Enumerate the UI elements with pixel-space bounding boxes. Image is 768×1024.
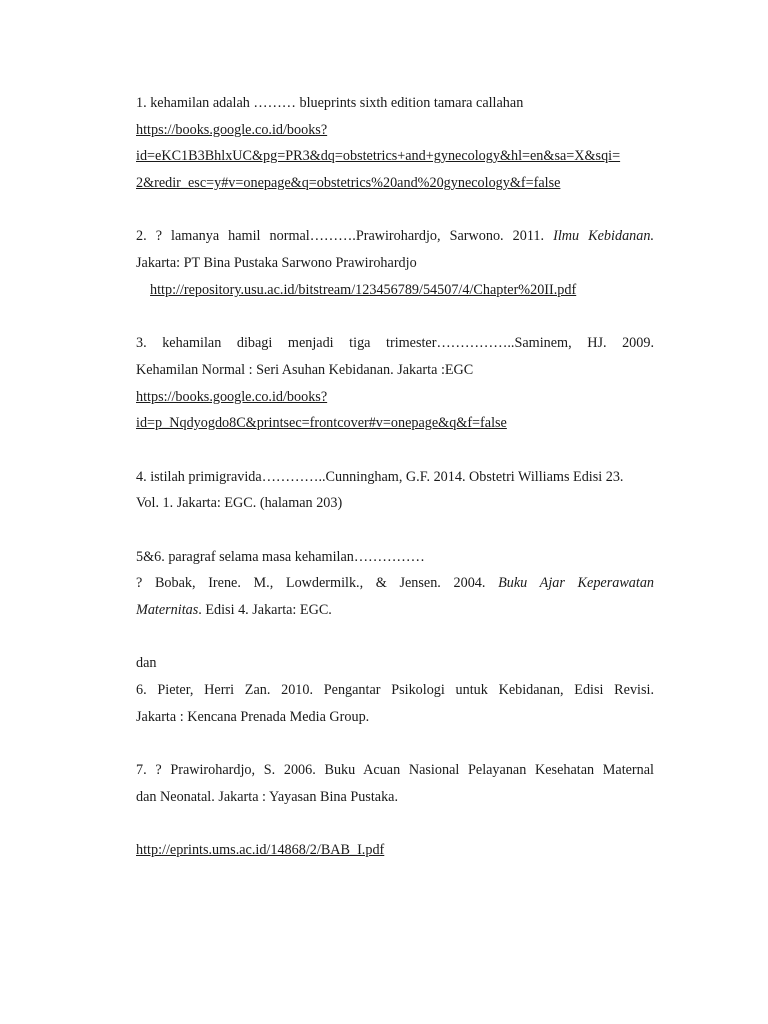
spacer bbox=[136, 811, 654, 838]
document-page bbox=[136, 90, 654, 864]
ref2-book-title: Ilmu Kebidanan. bbox=[553, 228, 654, 245]
ref5-prefix: ? Bobak, Irene. M., Lowdermilk., & Jensen. 2004. bbox=[136, 575, 486, 592]
ref1-link-line1[interactable]: https://books.google.co.id/books? bbox=[136, 121, 328, 138]
ref1-link-line3[interactable]: 2&redir_esc=y#v=onepage&q=obstetrics%20and%20gynecology&f=false bbox=[136, 175, 561, 192]
spacer bbox=[136, 624, 654, 651]
ref5-book-title-cont: Maternitas bbox=[136, 602, 199, 619]
spacer bbox=[136, 517, 654, 544]
ref7-publisher: dan Neonatal. Jakarta : Yayasan Bina Pustaka. bbox=[136, 788, 399, 805]
ref5-text-cont bbox=[136, 597, 654, 624]
ref2-publisher: Jakarta: PT Bina Pustaka Sarwono Prawirohardjo bbox=[136, 255, 417, 272]
ref3-text: 3. kehamilan dibagi menjadi tiga trimester……………..Saminem, HJ. 2009. bbox=[136, 335, 654, 352]
ref1-text: 1. kehamilan adalah ……… blueprints sixth edition tamara callahan bbox=[136, 95, 524, 111]
ref7-text: 7. ? Prawirohardjo, S. 2006. Buku Acuan Nasional Pelayanan Kesehatan Maternal bbox=[136, 762, 654, 779]
ref4-publisher: Vol. 1. Jakarta: EGC. (halaman 203) bbox=[136, 495, 343, 512]
ref5-book-title: Buku Ajar Keperawatan bbox=[498, 575, 655, 592]
ref2-text bbox=[136, 223, 654, 250]
ref6-text: 6. Pieter, Herri Zan. 2010. Pengantar Psikologi untuk Kebidanan, Edisi Revisi. bbox=[136, 682, 654, 699]
ref4-text: 4. istilah primigravida…………..Cunningham, G.F. 2014. Obstetri Williams Edisi 23. bbox=[136, 468, 624, 485]
ref1-link-line2[interactable]: id=eKC1B3BhlxUC&pg=PR3&dq=obstetrics+and+gynecology&hl=en&sa=X&sqi= bbox=[136, 148, 621, 165]
spacer bbox=[136, 304, 654, 331]
ref56-connector: dan bbox=[136, 655, 157, 672]
ref3-publisher: Kehamilan Normal : Seri Asuhan Kebidanan. Jakarta :EGC bbox=[136, 361, 474, 378]
ref2-prefix: 2. ? lamanya hamil normal……….Prawirohardjo, Sarwono. 2011. bbox=[136, 228, 545, 245]
ref3-link-line2[interactable]: id=p_Nqdyogdo8C&printsec=frontcover#v=onepage&q&f=false bbox=[136, 415, 507, 432]
spacer bbox=[136, 437, 654, 464]
ref56-heading: 5&6. paragraf selama masa kehamilan…………… bbox=[136, 548, 425, 565]
spacer bbox=[136, 731, 654, 758]
ref5-text bbox=[136, 570, 654, 597]
spacer bbox=[136, 197, 654, 224]
ref5-suffix: . Edisi 4. Jakarta: EGC. bbox=[198, 602, 332, 619]
ref6-publisher: Jakarta : Kencana Prenada Media Group. bbox=[136, 708, 370, 725]
ref3-link-line1[interactable]: https://books.google.co.id/books? bbox=[136, 388, 328, 405]
ref7-link[interactable]: http://eprints.ums.ac.id/14868/2/BAB_I.pdf bbox=[136, 842, 385, 859]
ref2-link[interactable]: http://repository.usu.ac.id/bitstream/123456789/54507/4/Chapter%20II.pdf bbox=[150, 281, 577, 298]
